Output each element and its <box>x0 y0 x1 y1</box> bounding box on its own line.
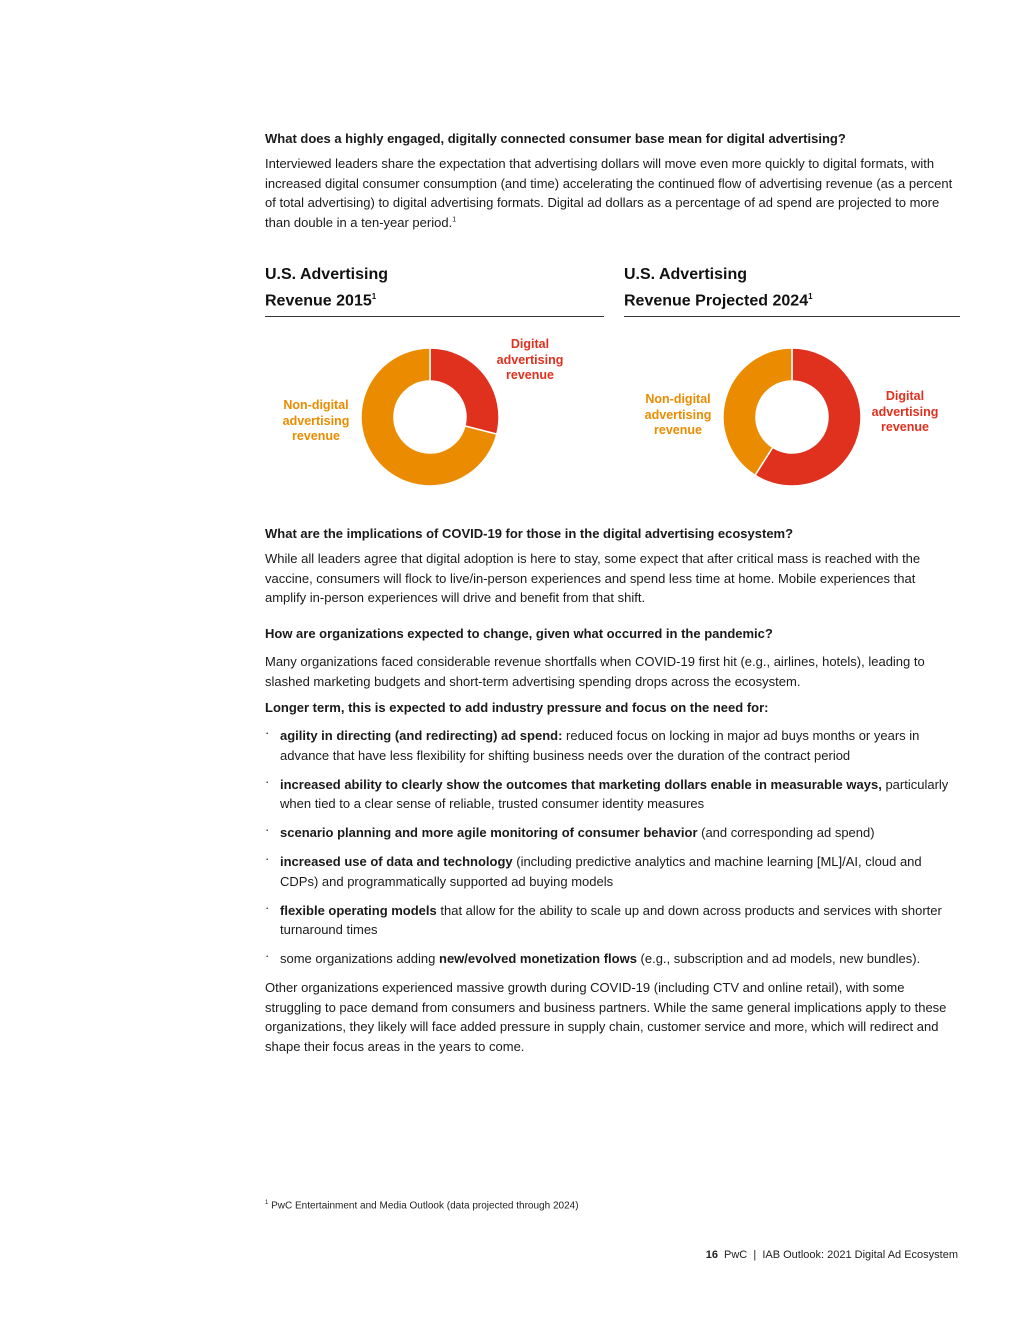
legend-label-nondigital: Non-digital advertising revenue <box>644 392 712 437</box>
legend-label-digital: Digital advertising revenue <box>496 337 564 382</box>
list-item: · increased use of data and technology (including predictive analytics and machine learning [ML]/AI, cloud and CDPs) and programmatically supported ad buying models <box>265 851 922 889</box>
section-organization-change <box>265 625 960 1056</box>
section-question: What are the implications of COVID-19 for those in the digital advertising ecosystem? <box>265 526 794 541</box>
page-number: 16 <box>705 1249 719 1261</box>
list-item: · increased ability to clearly show the outcomes that marketing dollars enable in measurable ways, particularly when tied to a clear sense of reliable, trusted consumer identity measures <box>265 773 949 811</box>
closing-paragraph: Other organizations experienced massive growth during COVID-19 (including CTV and online retail), with some struggling to pace demand from consumers and business partners. While the same general implications apply to these organizations, they likely will face added pressure in supply chain, customer service and more, which will redirect and shape their focus areas in the years to come. <box>265 980 947 1054</box>
section-body: Interviewed leaders share the expectation that advertising dollars will move even more quickly to digital formats, with increased digital consumer consumption (and time) accelerating the continued flow of advertising revenue (as a percent of total advertising) to digital advertising formats. Digital ad dollars as a percentage of ad spend are projected to more than double in a ten-year period.$^1$ <box>265 156 953 230</box>
section-body: While all leaders agree that digital adoption is here to stay, some expect that after critical mass is reached with the vaccine, consumers will flock to live/in-person experiences and spend less time at home. Mobile experiences that amplify in-person experiences will drive and benefit from that shift. <box>265 551 921 605</box>
chart-title-2024: U.S. Advertising Revenue Projected 2024$^1$ <box>624 264 960 317</box>
slice-digital <box>430 348 499 434</box>
section-covid-implications <box>265 525 960 608</box>
section-body: Many organizations faced considerable revenue shortfalls when COVID-19 first hit (e.g., airlines, hotels), leading to slashed marketing budgets and short-term advertising spending drops across the ecosystem. <box>265 654 925 689</box>
page-footer <box>706 1249 958 1261</box>
footnote-ref: 1 <box>452 216 457 224</box>
footnote: $^1$ PwC Entertainment and Media Outlook (data projected through 2024) <box>265 1200 579 1212</box>
list-item: · flexible operating models that allow for the ability to scale up and down across products and services with shorter turnaround times <box>265 899 942 937</box>
list-item: · agility in directing (and redirecting) ad spend: reduced focus on locking in major ad buys months or years in advance that have less flexibility for shifting business needs over the duration of the contract period <box>265 725 920 763</box>
donut-chart-2024 <box>722 347 862 487</box>
list-item: · scenario planning and more agile monitoring of consumer behavior (and corresponding ad spend) <box>265 822 875 840</box>
section-digital-consumer <box>265 130 960 232</box>
chart-title-2015: U.S. Advertising Revenue 2015$^1$ <box>265 264 604 317</box>
list-item: · some organizations adding new/evolved monetization flows (e.g., subscription and ad models, new bundles). <box>265 948 921 966</box>
section-question: What does a highly engaged, digitally connected consumer base mean for digital advertising? <box>265 131 846 146</box>
footer-text: PwC | IAB Outlook: 2021 Digital Ad Ecosystem <box>724 1249 958 1261</box>
needs-list <box>265 726 960 969</box>
list-lead: Longer term, this is expected to add industry pressure and focus on the need for: <box>265 700 769 715</box>
legend-label-digital: Digital advertising revenue <box>871 389 939 434</box>
section-question: How are organizations expected to change, given what occurred in the pandemic? <box>265 626 773 641</box>
donut-chart-2015 <box>360 347 500 487</box>
legend-label-nondigital: Non-digital advertising revenue <box>282 398 350 443</box>
